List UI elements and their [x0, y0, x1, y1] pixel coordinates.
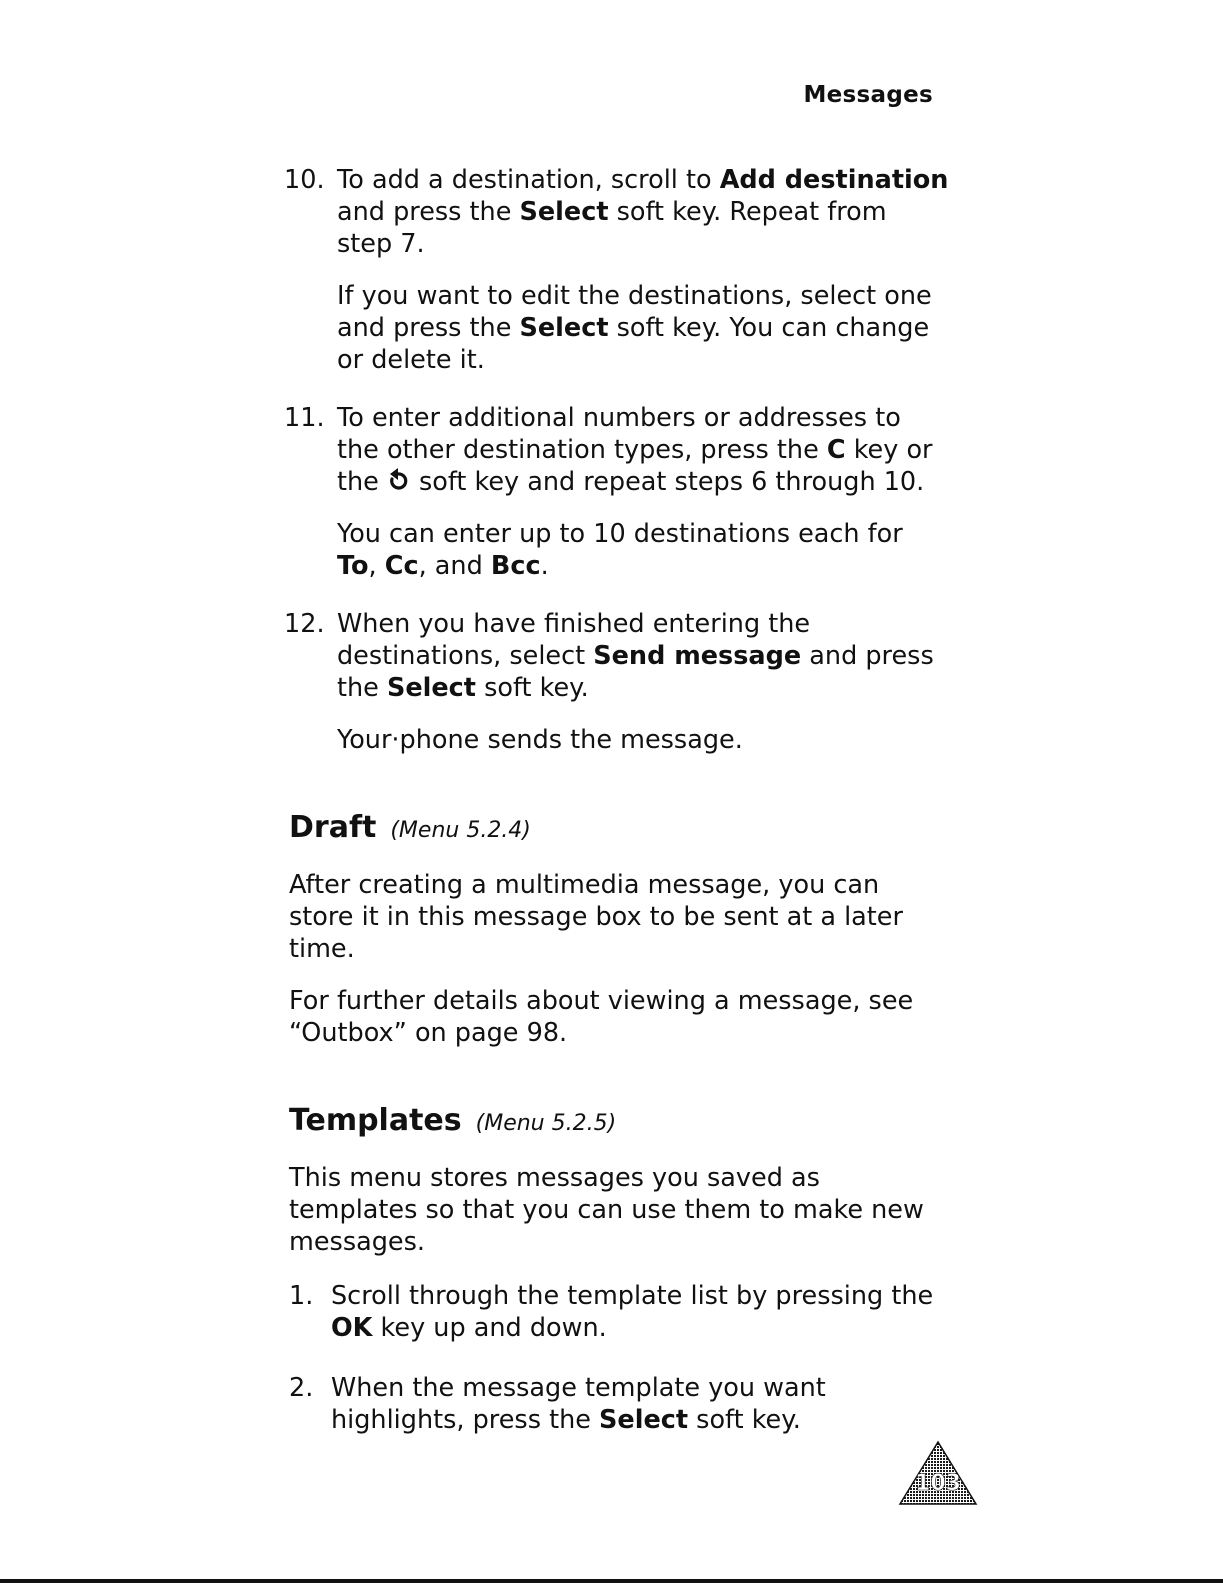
step-note: [337, 518, 949, 582]
step-number: 1.: [289, 1281, 314, 1311]
step-text: [337, 402, 949, 498]
step-note: [337, 280, 949, 376]
step-number: 12.: [284, 609, 325, 639]
menu-reference: (Menu 5.2.5): [475, 1111, 617, 1136]
draft-paragraph: After creating a multimedia message, you can store it in this message box to be sent at a later time.: [289, 870, 903, 964]
step-number: 10.: [284, 165, 325, 195]
running-header: Messages: [803, 82, 933, 108]
text-run: soft key.: [475, 673, 589, 703]
text-run: To add a destination, scroll to: [337, 165, 720, 195]
back-arrow-icon: [387, 467, 409, 493]
text-run: soft key. Repeat from step 7.: [337, 197, 887, 259]
text-run: Your·phone sends the message.: [337, 725, 743, 755]
step-text: [337, 608, 949, 704]
text-run: When you have finished entering the destinations, select: [337, 609, 811, 671]
page-number: 103: [915, 1471, 961, 1496]
draft-paragraph: For further details about viewing a message, see “Outbox” on page 98.: [289, 986, 914, 1048]
text-run: , and: [418, 551, 491, 581]
text-run: soft key. You can change or delete it.: [337, 313, 930, 375]
text-run: Scroll through the template list by pressing the: [331, 1281, 934, 1311]
text-run: soft key and repeat steps 6 through 10.: [418, 467, 925, 497]
bold-term: Send message: [593, 641, 802, 671]
text-run: key up and down.: [372, 1313, 607, 1343]
bottom-rule: [0, 1579, 1223, 1583]
text-run: To enter additional numbers or addresses to the other destination types, press the: [337, 403, 901, 465]
bold-term: Select: [519, 197, 609, 227]
step-item: [284, 164, 949, 376]
bold-term: Select: [599, 1405, 689, 1435]
text-run: soft key.: [688, 1405, 801, 1435]
menu-reference: (Menu 5.2.4): [390, 818, 531, 843]
bold-term: Bcc: [490, 551, 541, 581]
text-run: ,: [368, 551, 385, 581]
text-run: When the message template you want highlights, press the: [331, 1373, 826, 1435]
text-run: key or the: [337, 435, 933, 497]
text-run: and press the: [337, 197, 520, 227]
step-text: [337, 164, 949, 260]
bold-term: To: [337, 551, 369, 581]
section-heading-templates: [289, 1103, 949, 1142]
step-text: [331, 1280, 949, 1344]
step-item: [289, 1372, 949, 1436]
step-number: 11.: [284, 403, 325, 433]
step-number: 2.: [289, 1373, 314, 1403]
section-title: Draft: [289, 810, 377, 845]
text-run: and press the: [337, 641, 934, 703]
steps-list-destinations: [284, 164, 949, 756]
steps-list-templates: [289, 1280, 949, 1436]
step-item: [289, 1280, 949, 1344]
page-content: [284, 164, 949, 1436]
section-title: Templates: [289, 1103, 462, 1138]
bold-term: OK: [331, 1313, 373, 1343]
section-heading-draft: [289, 810, 949, 849]
templates-intro: This menu stores messages you saved as templates so that you can use them to make new messages.: [289, 1163, 924, 1257]
bold-term: Select: [519, 313, 609, 343]
text-run: If you want to edit the destinations, select one and press the: [337, 281, 932, 343]
step-item: [284, 608, 949, 756]
bold-term: Cc: [384, 551, 419, 581]
text-run: You can enter up to 10 destinations each for: [337, 519, 903, 549]
bold-term: Add destination: [719, 165, 949, 195]
bold-term: C: [826, 435, 846, 465]
step-item: [284, 402, 949, 582]
text-run: .: [540, 551, 549, 581]
step-text: [331, 1372, 949, 1436]
step-note: [337, 724, 949, 756]
bold-term: Select: [386, 673, 476, 703]
triangle-page-badge: [898, 1440, 978, 1506]
